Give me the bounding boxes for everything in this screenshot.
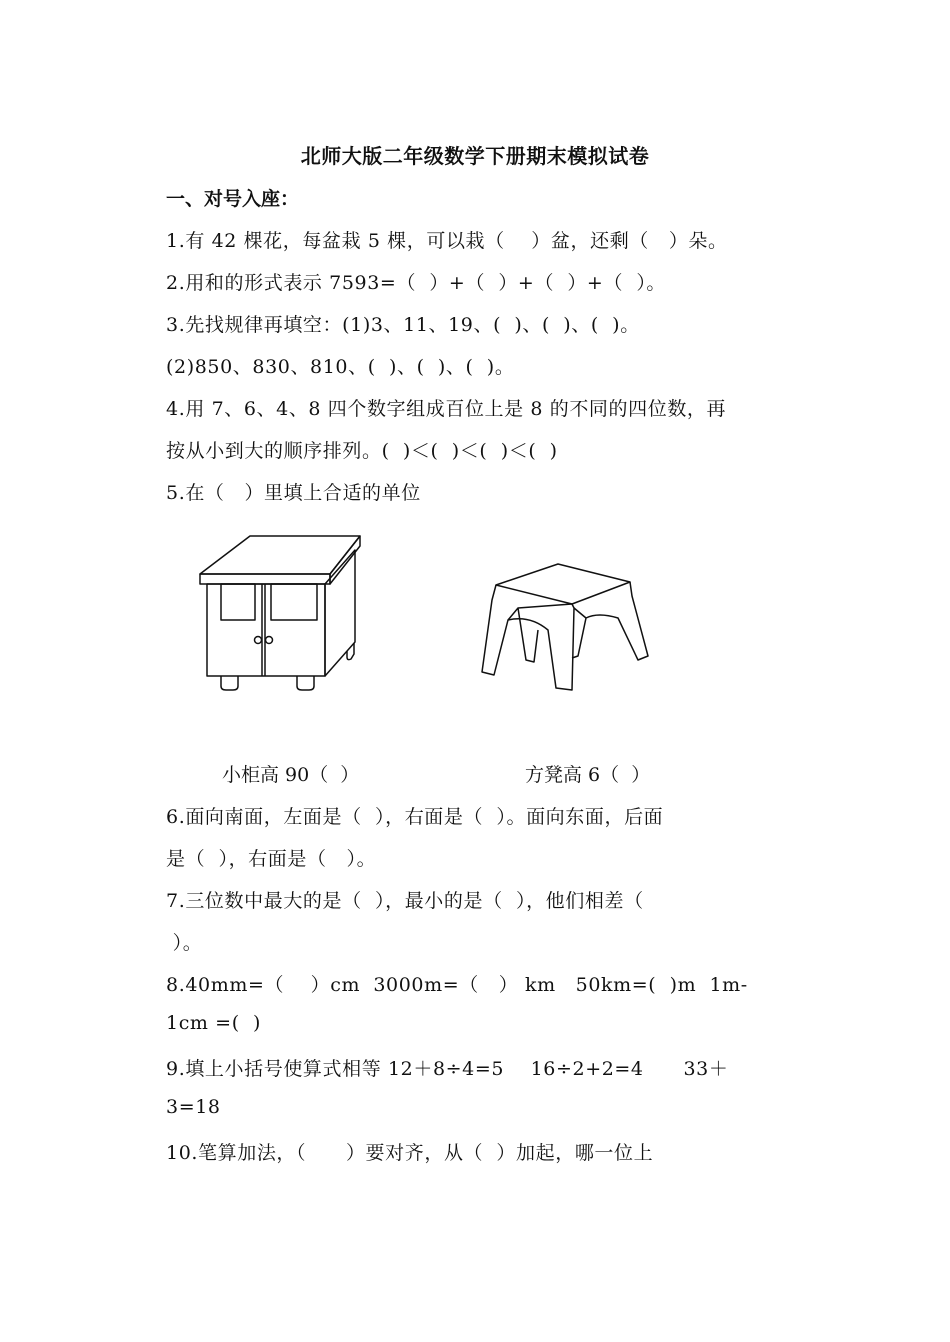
question-1: 1.有 42 棵花，每盆栽 5 棵，可以栽（ ）盆，还剩（ ）朵。	[166, 230, 728, 252]
cabinet-caption: 小柜高 90（ ）	[222, 764, 360, 786]
page-title: 北师大版二年级数学下册期末模拟试卷	[300, 144, 650, 168]
question-3: 3.先找规律再填空：(1)3、11、19、( )、( )、( )。	[166, 314, 640, 336]
cabinet-illustration	[195, 528, 370, 698]
question-7-continued: ）。	[166, 932, 203, 954]
question-5: 5.在（ ）里填上合适的单位	[166, 482, 421, 504]
question-6: 6.面向南面，左面是（ ），右面是（ ）。面向东面，后面	[166, 806, 664, 828]
question-9: 9.填上小括号使算式相等 12＋8÷4=5 16÷2+2=4 33＋	[166, 1058, 729, 1080]
stool-illustration	[478, 560, 658, 695]
question-6-continued: 是（ ），右面是（ ）。	[166, 848, 377, 870]
question-8-continued: 1cm =( )	[166, 1012, 262, 1034]
question-9-continued: 3=18	[166, 1096, 221, 1118]
question-2: 2.用和的形式表示 7593=（ ）+（ ）+（ ）+（ ）。	[166, 272, 667, 294]
question-4: 4.用 7、6、4、8 四个数字组成百位上是 8 的不同的四位数，再	[166, 398, 727, 420]
question-7: 7.三位数中最大的是（ ），最小的是（ ），他们相差（	[166, 890, 644, 912]
section-heading-1: 一、对号入座：	[166, 188, 300, 210]
question-10: 10.笔算加法，（ ）要对齐，从（ ）加起，哪一位上	[166, 1142, 654, 1164]
question-4-continued: 按从小到大的顺序排列。( )＜( )＜( )＜( )	[166, 440, 558, 462]
question-3-part-2: (2)850、830、810、( )、( )、( )。	[166, 356, 515, 378]
question-8: 8.40mm=（ ）cm 3000m=（ ） km 50km=( )m 1m-	[166, 974, 748, 996]
stool-caption: 方凳高 6（ ）	[525, 764, 651, 786]
